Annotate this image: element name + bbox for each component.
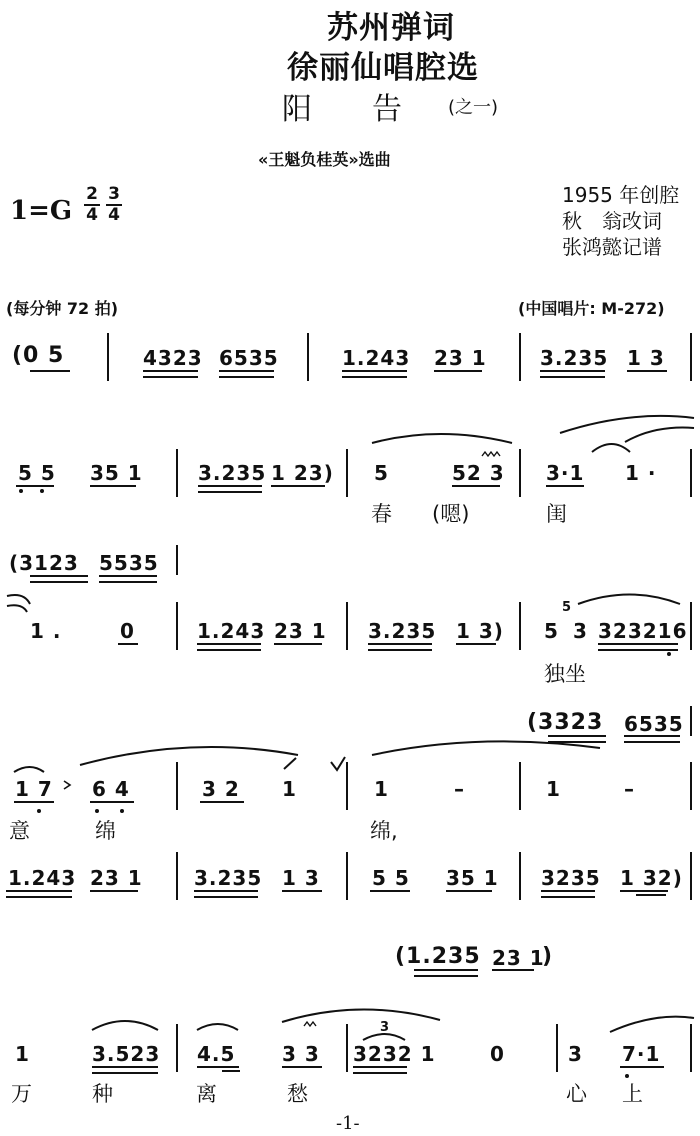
time1-numerator: 2 (86, 184, 98, 204)
lyric: 万 (11, 1082, 32, 1106)
lyric: 意 (9, 819, 30, 843)
note-group: 23 1 (434, 346, 487, 370)
barline (307, 333, 309, 381)
note: 1 (374, 777, 389, 801)
lyric: 绵 (95, 819, 116, 843)
slur (578, 595, 680, 605)
time2-denominator: 4 (108, 205, 120, 225)
underline (620, 890, 668, 892)
double-underline (143, 370, 198, 378)
barline (690, 706, 692, 736)
underline (282, 1066, 322, 1068)
note-group: (3323 (527, 710, 604, 735)
underline (446, 890, 492, 892)
slur (14, 767, 44, 772)
barline (690, 602, 692, 650)
credit-composition: 1955 年创腔 (562, 183, 680, 207)
underline (222, 1070, 240, 1072)
barline (346, 762, 348, 810)
slur (372, 434, 512, 443)
credit-lyrics: 秋 翁改词 (562, 209, 662, 233)
double-underline (598, 643, 678, 651)
slur (80, 747, 298, 765)
note-group: 3.235 (368, 619, 437, 643)
lyric: 离 (196, 1082, 217, 1106)
note-group: 35 1 (446, 866, 499, 890)
note-group: 3 3 (282, 1042, 320, 1066)
low-octave-dot (667, 652, 671, 656)
barline (176, 852, 178, 900)
note-group: 6535 (624, 712, 684, 736)
double-underline (194, 890, 258, 898)
double-underline (368, 643, 432, 651)
underline (282, 890, 322, 892)
underline (200, 801, 244, 803)
grace-marker (64, 781, 70, 789)
double-underline (92, 1066, 158, 1074)
barline (176, 545, 178, 575)
note-group: 6 4 (92, 777, 130, 801)
barline (519, 852, 521, 900)
note: 3 (568, 1042, 583, 1066)
note-group: 4323 (143, 346, 203, 370)
low-octave-dot (95, 809, 99, 813)
double-underline (624, 735, 680, 743)
barline (519, 762, 521, 810)
accompaniment-prelude (395, 944, 481, 969)
barline (346, 1024, 348, 1072)
slur (282, 1009, 440, 1022)
low-octave-dot (37, 809, 41, 813)
dash: – (624, 777, 635, 801)
note-group: 323216 (598, 619, 688, 643)
note-group: 23 1 (492, 946, 545, 970)
mordent (304, 1022, 316, 1026)
slur (284, 758, 296, 769)
underline (14, 801, 54, 803)
underline (274, 643, 322, 645)
note-group: 23 1 (90, 866, 143, 890)
lyric: 闺 (546, 502, 567, 526)
barline (690, 852, 692, 900)
time2-numerator: 3 (108, 184, 120, 204)
key-signature: 1=G (10, 196, 73, 226)
slur (197, 1024, 238, 1030)
accompaniment-prelude (9, 551, 79, 575)
slur (7, 605, 27, 612)
note-group: 1 23) (271, 461, 334, 485)
note-group: 3.235 (198, 461, 267, 485)
note-group: 1 32) (620, 866, 683, 890)
note-group: 1 . (30, 619, 62, 643)
lyric: 绵, (370, 819, 398, 843)
slur (560, 416, 694, 433)
lyric: 春 (371, 502, 392, 526)
time1-denominator: 4 (86, 205, 98, 225)
slur (92, 1021, 158, 1030)
note-group: 3.523 (92, 1042, 161, 1066)
note-group: (1.235 (395, 944, 481, 969)
note-group: (3123 (9, 551, 79, 575)
lyric: 心 (566, 1082, 587, 1106)
underline (118, 643, 138, 645)
low-octave-dot (19, 489, 23, 493)
note: 1 (282, 777, 297, 801)
note-group: 3.235 (540, 346, 609, 370)
note-group: 3235 (541, 866, 601, 890)
underline (16, 485, 54, 487)
note: 1 (546, 777, 561, 801)
double-underline (219, 370, 274, 378)
slur (372, 741, 600, 755)
lyric: 上 (622, 1082, 643, 1106)
note-group: 7·1 (622, 1042, 661, 1066)
note: 1 (15, 1042, 30, 1066)
note: 5 (374, 461, 389, 485)
double-underline (540, 370, 605, 378)
title-collection: 徐丽仙唱腔选 (287, 50, 479, 86)
record-number: (中国唱片: M-272) (518, 299, 665, 318)
note-group: 1 3) (456, 619, 504, 643)
underline (492, 969, 534, 971)
note-group: 1 7 (15, 777, 53, 801)
underline (434, 370, 482, 372)
title-piece: 阳 告 (282, 92, 402, 127)
underline (627, 370, 667, 372)
note-group: 3 2 (202, 777, 240, 801)
barline (346, 602, 348, 650)
lyric: 种 (92, 1082, 113, 1106)
title-genre: 苏州弹词 (327, 10, 455, 46)
note-group: 3·1 (546, 461, 585, 485)
barline (519, 333, 521, 381)
note-group: 1 3 (282, 866, 320, 890)
underline (90, 485, 136, 487)
underline (271, 485, 325, 487)
barline (107, 333, 109, 381)
barline (176, 449, 178, 497)
slur (592, 444, 630, 452)
bracket-close: ) (542, 944, 554, 969)
barline (176, 762, 178, 810)
barline (690, 762, 692, 810)
slur (7, 595, 30, 604)
source-opera: «王魁负桂英»选曲 (258, 150, 391, 169)
double-underline (541, 890, 595, 898)
note-group: 1 · (625, 461, 657, 485)
underline (197, 1066, 239, 1068)
mordent (482, 452, 500, 456)
note-group: 5 5 (18, 461, 56, 485)
underline (452, 485, 500, 487)
note-group: 23 1 (274, 619, 327, 643)
double-underline (99, 575, 157, 583)
note-group: 1.243 (197, 619, 266, 643)
slur (610, 1017, 694, 1032)
underline (456, 643, 496, 645)
note: 3 (573, 619, 588, 643)
underline (620, 1066, 664, 1068)
note-group: 5 5 (372, 866, 410, 890)
note-group: 6535 (219, 346, 279, 370)
lyric: 独坐 (544, 662, 586, 686)
underline (90, 890, 138, 892)
underline (30, 370, 70, 372)
note-group: 3232 1 (353, 1042, 436, 1066)
barline (346, 449, 348, 497)
barline (690, 1024, 692, 1072)
barline (556, 1024, 558, 1072)
accompaniment-prelude (527, 710, 603, 735)
barline (519, 449, 521, 497)
double-underline (198, 485, 262, 493)
double-underline (414, 969, 478, 977)
rest: 0 (490, 1042, 505, 1066)
triplet-mark: 3 (380, 1020, 391, 1035)
barline (690, 333, 692, 381)
note-group: 35 1 (90, 461, 143, 485)
double-underline (197, 643, 261, 651)
rest: 0 (120, 619, 135, 643)
lyric: 愁 (287, 1082, 308, 1106)
underline (636, 894, 666, 896)
underline (370, 890, 410, 892)
double-underline (548, 735, 606, 743)
barline (519, 602, 521, 650)
double-underline (353, 1066, 407, 1074)
note-group: 1 3 (627, 346, 665, 370)
underline (90, 801, 134, 803)
barline (690, 449, 692, 497)
tempo-marking: (每分钟 72 拍) (6, 299, 119, 318)
lyric: (嗯) (432, 502, 470, 526)
barline (346, 852, 348, 900)
note-group: 1.243 (342, 346, 411, 370)
note-group: 5535 (99, 551, 159, 575)
double-underline (342, 370, 407, 378)
slur (625, 428, 694, 442)
underline (546, 485, 584, 487)
note-group: 4.5 (197, 1042, 236, 1066)
note-group: 3.235 (194, 866, 263, 890)
double-underline (30, 575, 88, 583)
page-number: -1- (336, 1113, 360, 1134)
dash: – (454, 777, 465, 801)
low-octave-dot (40, 489, 44, 493)
grace-note: 5 (562, 600, 573, 615)
barline (176, 1024, 178, 1072)
barline (176, 602, 178, 650)
double-underline (6, 890, 72, 898)
low-octave-dot (120, 809, 124, 813)
credit-notation: 张鸿懿记谱 (562, 235, 662, 259)
note-group: (0 5 (12, 343, 65, 368)
breath-mark (331, 757, 345, 770)
title-piece-suffix: (之一) (448, 97, 499, 118)
note: 5 (544, 619, 559, 643)
note-group: 1.243 (8, 866, 77, 890)
note-group: 52 3 (452, 461, 505, 485)
